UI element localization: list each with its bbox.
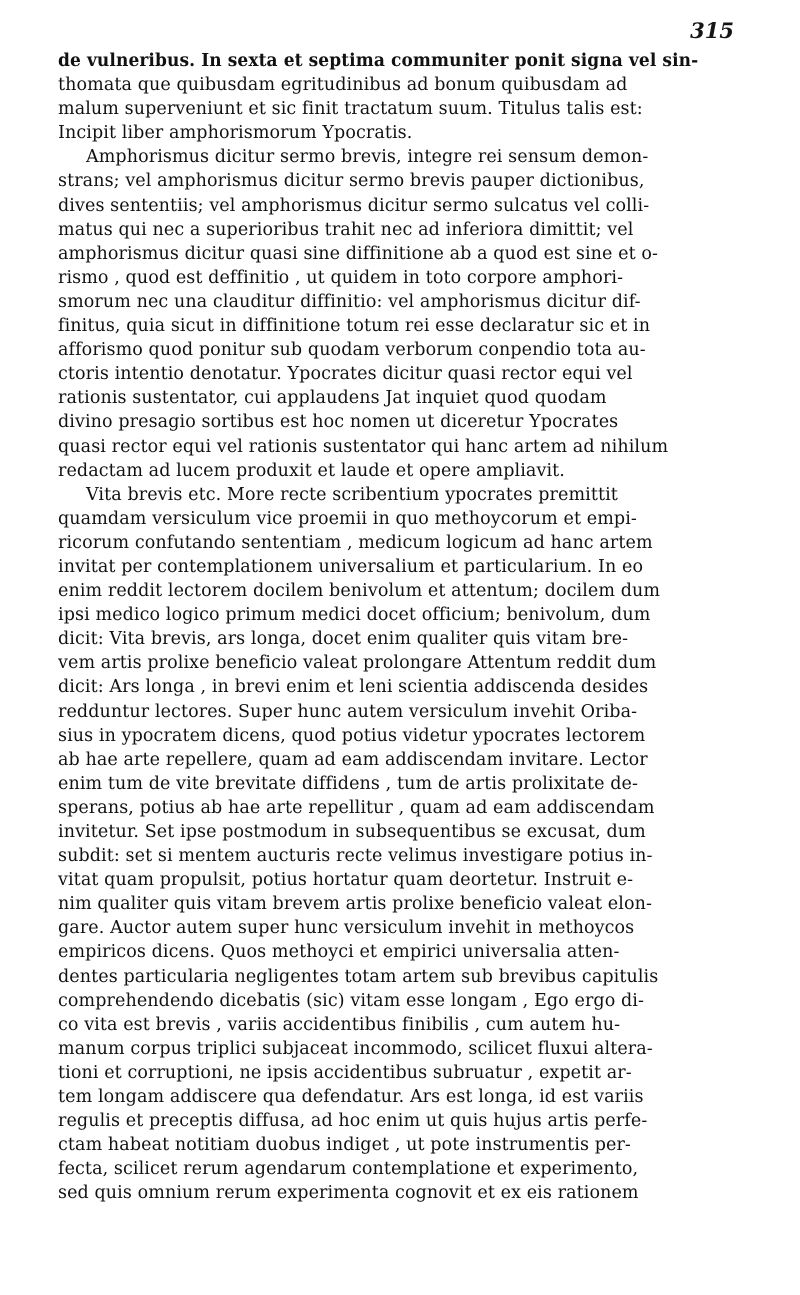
text-line: Amphorismus dicitur sermo brevis, integre rei sensum demon- — [86, 147, 649, 168]
text-line: malum superveniunt et sic finit tractatum suum. Titulus talis est: — [58, 99, 643, 120]
text-line: tioni et corruptioni, ne ipsis accidentibus subruatur , expetit ar- — [58, 1062, 632, 1083]
text-line: afforismo quod ponitur sub quodam verborum conpendio tota au- — [58, 340, 646, 361]
text-line: nim qualiter quis vitam brevem artis prolixe beneficio valeat elon- — [58, 894, 652, 915]
text-line: invitat per contemplationem universalium et particularium. In eo — [58, 556, 644, 577]
book-page — [58, 18, 734, 1206]
page-number: 315 — [690, 18, 734, 43]
text-line: regulis et preceptis diffusa, ad hoc enim ut quis hujus artis perfe- — [58, 1111, 648, 1132]
text-line: finitus, quia sicut in diffinitione totum rei esse declaratur sic et in — [58, 316, 651, 337]
text-line: tem longam addiscere qua defendatur. Ars est longa, id est variis — [58, 1087, 644, 1108]
text-line: ab hae arte repellere, quam ad eam addiscendam invitare. Lector — [58, 749, 648, 770]
text-line: de vulneribus. In sexta et septima communiter ponit signa vel sin- — [58, 51, 699, 71]
text-line: co vita est brevis , variis accidentibus finibilis , cum autem hu- — [58, 1014, 621, 1035]
text-line: redduntur lectores. Super hunc autem versiculum invehit Oriba- — [58, 701, 638, 722]
text-line: comprehendendo dicebatis (sic) vitam esse longam , Ego ergo di- — [58, 990, 645, 1011]
text-line: subdit: set si mentem aucturis recte velimus investigare potius in- — [58, 846, 653, 867]
text-line: ipsi medico logico primum medici docet officium; benivolum, dum — [58, 605, 651, 626]
text-line: sperans, potius ab hae arte repellitur , quam ad eam addiscendam — [58, 797, 655, 818]
text-line: fecta, scilicet rerum agendarum contemplatione et experimento, — [58, 1159, 639, 1180]
text-line: sed quis omnium rerum experimenta cognovit et ex eis rationem — [58, 1183, 639, 1204]
text-line: enim reddit lectorem docilem benivolum et attentum; docilem dum — [58, 581, 661, 602]
text-line: vem artis prolixe beneficio valeat prolongare Attentum reddit dum — [58, 653, 657, 674]
text-line: Vita brevis etc. More recte scribentium ypocrates premittit — [86, 484, 618, 505]
text-line: strans; vel amphorismus dicitur sermo brevis pauper dictionibus, — [58, 171, 645, 192]
text-line: invitetur. Set ipse postmodum in subsequentibus se excusat, dum — [58, 822, 646, 842]
text-line: sius in ypocratem dicens, quod potius videtur ypocrates lectorem — [58, 725, 646, 746]
text-line: manum corpus triplici subjaceat incommodo, scilicet fluxui altera- — [58, 1038, 653, 1059]
text-line: ctam habeat notitiam duobus indiget , ut pote instrumentis per- — [58, 1135, 631, 1156]
text-line: dicit: Ars longa , in brevi enim et leni scientia addiscenda desides — [58, 677, 649, 698]
text-line: empiricos dicens. Quos methoyci et empirici universalia atten- — [58, 942, 620, 963]
text-line: matus qui nec a superioribus trahit nec ad inferiora dimittit; vel — [58, 219, 634, 240]
text-line: dicit: Vita brevis, ars longa, docet enim qualiter quis vitam bre- — [58, 629, 629, 650]
text-line: thomata que quibusdam egritudinibus ad bonum quibusdam ad — [58, 75, 628, 96]
text-line: smorum nec una clauditur diffinitio: vel amphorismus dicitur dif- — [58, 291, 641, 312]
text-line: rationis sustentator, cui applaudens Jat inquiet quod quodam — [58, 388, 607, 409]
text-line: redactam ad lucem produxit et laude et opere ampliavit. — [58, 460, 565, 481]
text-line: rismo , quod est deffinitio , ut quidem in toto corpore amphori- — [58, 267, 624, 288]
text-line: dentes particularia negligentes totam artem sub brevibus capitulis — [58, 966, 659, 987]
text-line: quamdam versiculum vice proemii in quo methoycorum et empi- — [58, 508, 637, 529]
text-line: divino presagio sortibus est hoc nomen ut diceretur Ypocrates — [58, 412, 619, 433]
text-line: ctoris intentio denotatur. Ypocrates dicitur quasi rector equi vel — [58, 364, 633, 385]
text-line: quasi rector equi vel rationis sustentator qui hanc artem ad nihilum — [58, 436, 669, 457]
text-line: enim tum de vite brevitate diffidens , tum de artis prolixitate de- — [58, 773, 638, 794]
text-line: vitat quam propulsit, potius hortatur quam deortetur. Instruit e- — [58, 870, 634, 891]
text-line: gare. Auctor autem super hunc versiculum invehit in methoycos — [58, 918, 635, 939]
text-line: dives sententiis; vel amphorismus dicitur sermo sulcatus vel colli- — [58, 195, 650, 216]
text-line: amphorismus dicitur quasi sine diffinitione ab a quod est sine et o- — [58, 243, 659, 264]
text-line: ricorum confutando sententiam , medicum logicum ad hanc artem — [58, 532, 653, 553]
text-line: Incipit liber amphorismorum Ypocratis. — [58, 123, 413, 144]
body-text — [58, 49, 698, 1206]
